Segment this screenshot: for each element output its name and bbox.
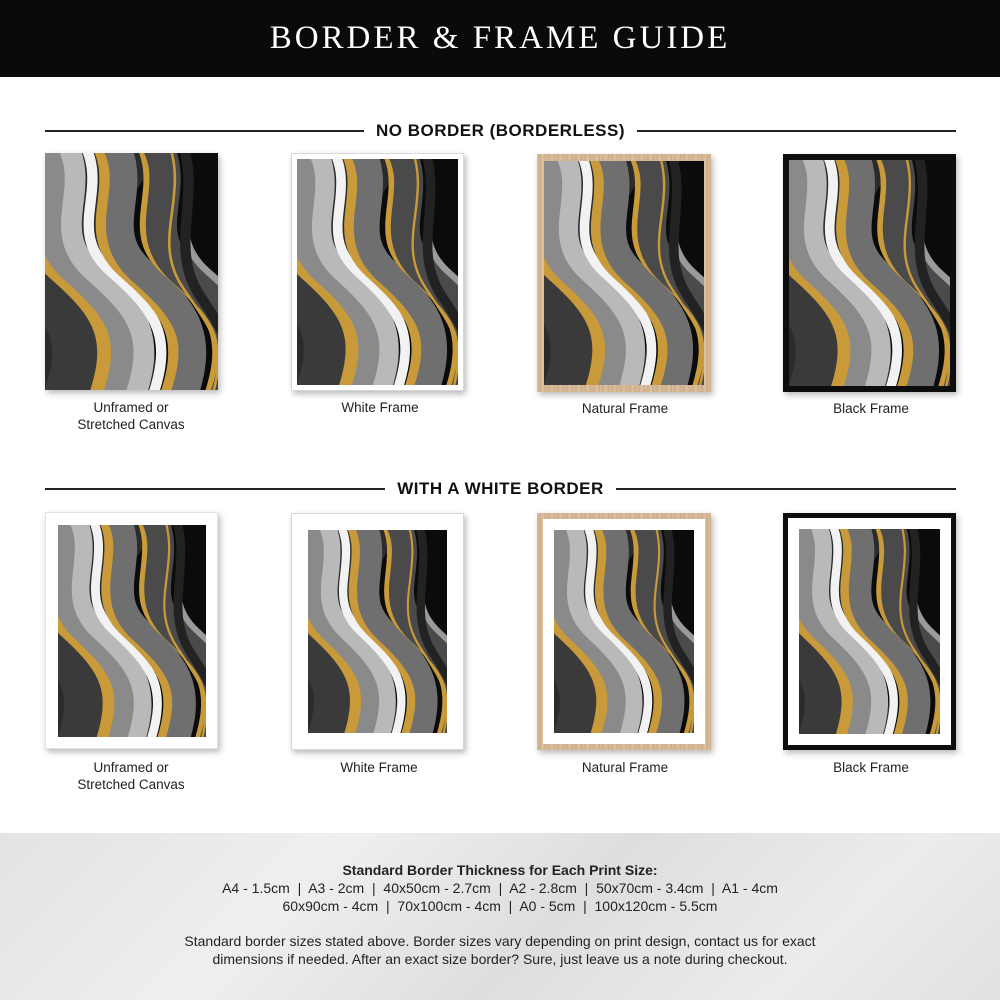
print-unframed-borderless — [45, 153, 218, 390]
marble-artwork — [544, 161, 704, 385]
border-sizes-line-1: A4 - 1.5cm | A3 - 2cm | 40x50cm - 2.7cm | A2 - 2.8cm | 50x70cm - 3.4cm | A1 - 4cm — [222, 880, 778, 896]
caption-natural-frame-white-border: Natural Frame — [581, 760, 669, 775]
print-white-frame-borderless — [291, 153, 464, 391]
print-natural-frame-white-border — [537, 513, 711, 750]
marble-artwork — [308, 530, 447, 733]
border-note-line-2: dimensions if needed. After an exact size border? Sure, just leave us a note during checkout. — [212, 951, 788, 967]
divider-line — [45, 130, 364, 132]
print-unframed-white-border — [45, 512, 218, 749]
section-heading-borderless — [45, 119, 956, 143]
border-thickness-title: Standard Border Thickness for Each Print Size: — [342, 862, 658, 878]
section-heading-white-border — [45, 477, 956, 501]
print-black-frame-white-border — [783, 513, 956, 750]
border-note-line-1: Standard border sizes stated above. Border sizes vary depending on print design, contact us for exact — [184, 933, 816, 949]
page-header — [0, 0, 1000, 77]
marble-artwork — [45, 153, 218, 390]
print-natural-frame-borderless — [537, 154, 711, 392]
divider-line — [637, 130, 956, 132]
caption-unframed-borderless: Unframed or Stretched Canvas — [77, 400, 185, 432]
print-black-frame-borderless — [783, 154, 956, 392]
caption-white-frame-white-border: White Frame — [340, 760, 418, 775]
marble-artwork — [799, 529, 940, 734]
section-heading-label: NO BORDER (BORDERLESS) — [376, 121, 626, 140]
caption-natural-frame-borderless: Natural Frame — [581, 401, 669, 416]
border-info-footer — [0, 833, 1000, 1000]
caption-black-frame-borderless: Black Frame — [833, 401, 909, 416]
divider-line — [45, 488, 385, 490]
marble-artwork — [789, 160, 950, 386]
caption-unframed-white-border: Unframed or Stretched Canvas — [77, 760, 185, 792]
border-sizes-line-2: 60x90cm - 4cm | 70x100cm - 4cm | A0 - 5cm | 100x120cm - 5.5cm — [282, 898, 718, 914]
marble-artwork — [58, 525, 206, 737]
divider-line — [616, 488, 956, 490]
print-white-frame-white-border — [291, 513, 464, 750]
section-heading-label: WITH A WHITE BORDER — [397, 479, 604, 498]
marble-artwork — [297, 159, 458, 385]
caption-black-frame-white-border: Black Frame — [833, 760, 909, 775]
page-title: BORDER & FRAME GUIDE — [269, 20, 731, 56]
marble-artwork — [554, 530, 694, 733]
caption-white-frame-borderless: White Frame — [341, 400, 419, 415]
